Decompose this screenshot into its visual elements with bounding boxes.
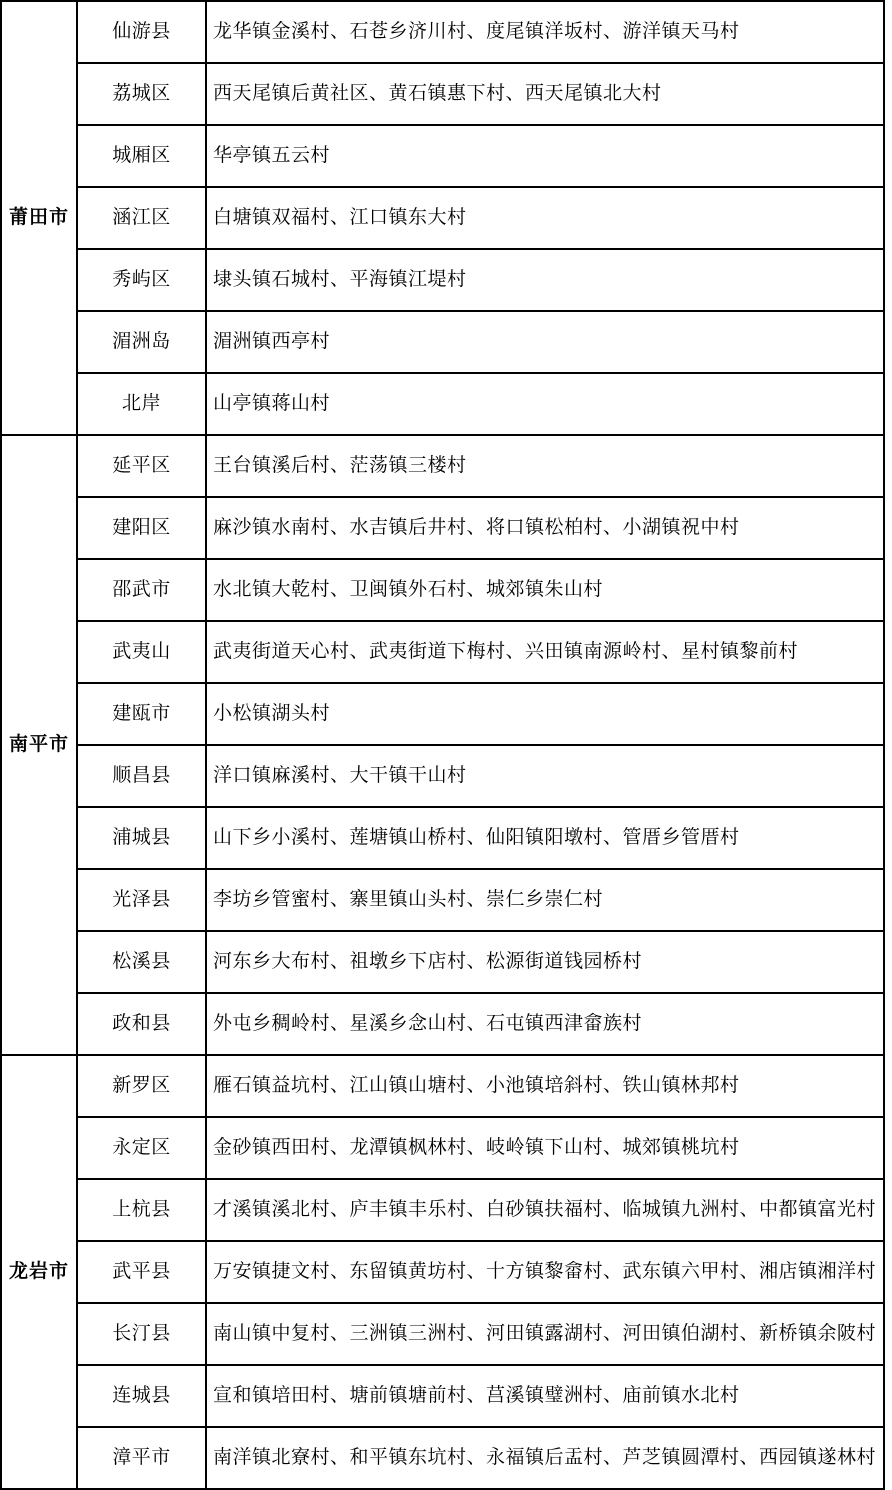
county-cell: 漳平市 bbox=[77, 1427, 206, 1489]
city-cell: 龙岩市 bbox=[1, 1055, 77, 1489]
table-row bbox=[1, 249, 884, 311]
table-row bbox=[1, 1365, 884, 1427]
table-row bbox=[1, 1117, 884, 1179]
county-cell: 光泽县 bbox=[77, 869, 206, 931]
county-cell: 秀屿区 bbox=[77, 249, 206, 311]
county-cell: 延平区 bbox=[77, 435, 206, 497]
villages-cell: 宣和镇培田村、塘前镇塘前村、莒溪镇璧洲村、庙前镇水北村 bbox=[206, 1365, 884, 1427]
table-row bbox=[1, 1241, 884, 1303]
county-cell: 武平县 bbox=[77, 1241, 206, 1303]
villages-cell: 金砂镇西田村、龙潭镇枫林村、岐岭镇下山村、城郊镇桃坑村 bbox=[206, 1117, 884, 1179]
table-row bbox=[1, 931, 884, 993]
table-row bbox=[1, 621, 884, 683]
villages-cell: 山下乡小溪村、莲塘镇山桥村、仙阳镇阳墩村、管厝乡管厝村 bbox=[206, 807, 884, 869]
county-cell: 政和县 bbox=[77, 993, 206, 1055]
county-cell: 武夷山 bbox=[77, 621, 206, 683]
county-cell: 北岸 bbox=[77, 373, 206, 435]
table-row bbox=[1, 373, 884, 435]
county-cell: 城厢区 bbox=[77, 125, 206, 187]
villages-cell: 河东乡大布村、祖墩乡下店村、松源街道钱园桥村 bbox=[206, 931, 884, 993]
villages-cell: 西天尾镇后黄社区、黄石镇惠下村、西天尾镇北大村 bbox=[206, 63, 884, 125]
villages-cell: 白塘镇双福村、江口镇东大村 bbox=[206, 187, 884, 249]
villages-cell: 华亭镇五云村 bbox=[206, 125, 884, 187]
county-cell: 长汀县 bbox=[77, 1303, 206, 1365]
county-cell: 松溪县 bbox=[77, 931, 206, 993]
villages-cell: 水北镇大乾村、卫闽镇外石村、城郊镇朱山村 bbox=[206, 559, 884, 621]
villages-cell: 才溪镇溪北村、庐丰镇丰乐村、白砂镇扶福村、临城镇九洲村、中都镇富光村 bbox=[206, 1179, 884, 1241]
table-row bbox=[1, 993, 884, 1055]
table-row bbox=[1, 869, 884, 931]
table-row bbox=[1, 1303, 884, 1365]
county-cell: 顺昌县 bbox=[77, 745, 206, 807]
villages-cell: 南山镇中复村、三洲镇三洲村、河田镇露湖村、河田镇伯湖村、新桥镇余陂村 bbox=[206, 1303, 884, 1365]
table-row bbox=[1, 1, 884, 63]
county-cell: 永定区 bbox=[77, 1117, 206, 1179]
table-row bbox=[1, 63, 884, 125]
table-row bbox=[1, 683, 884, 745]
city-cell: 南平市 bbox=[1, 435, 77, 1055]
villages-cell: 武夷街道天心村、武夷街道下梅村、兴田镇南源岭村、星村镇黎前村 bbox=[206, 621, 884, 683]
table-row bbox=[1, 497, 884, 559]
county-cell: 湄洲岛 bbox=[77, 311, 206, 373]
county-cell: 建瓯市 bbox=[77, 683, 206, 745]
table-row bbox=[1, 745, 884, 807]
villages-cell: 南洋镇北寮村、和平镇东坑村、永福镇后盂村、芦芝镇圆潭村、西园镇遂林村 bbox=[206, 1427, 884, 1489]
county-cell: 邵武市 bbox=[77, 559, 206, 621]
county-cell: 连城县 bbox=[77, 1365, 206, 1427]
county-cell: 上杭县 bbox=[77, 1179, 206, 1241]
city-cell: 莆田市 bbox=[1, 1, 77, 435]
table-row bbox=[1, 559, 884, 621]
table-row bbox=[1, 807, 884, 869]
table-row bbox=[1, 1055, 884, 1117]
county-cell: 荔城区 bbox=[77, 63, 206, 125]
table-row bbox=[1, 187, 884, 249]
villages-cell: 埭头镇石城村、平海镇江堤村 bbox=[206, 249, 884, 311]
villages-cell: 山亭镇蒋山村 bbox=[206, 373, 884, 435]
villages-cell: 王台镇溪后村、茫荡镇三楼村 bbox=[206, 435, 884, 497]
villages-cell: 龙华镇金溪村、石苍乡济川村、度尾镇洋坂村、游洋镇天马村 bbox=[206, 1, 884, 63]
county-cell: 新罗区 bbox=[77, 1055, 206, 1117]
villages-cell: 小松镇湖头村 bbox=[206, 683, 884, 745]
villages-cell: 外屯乡稠岭村、星溪乡念山村、石屯镇西津畲族村 bbox=[206, 993, 884, 1055]
county-cell: 建阳区 bbox=[77, 497, 206, 559]
table-row bbox=[1, 435, 884, 497]
county-cell: 浦城县 bbox=[77, 807, 206, 869]
table-row bbox=[1, 1427, 884, 1489]
table-row bbox=[1, 125, 884, 187]
villages-cell: 李坊乡管蜜村、寨里镇山头村、崇仁乡崇仁村 bbox=[206, 869, 884, 931]
table-row bbox=[1, 1179, 884, 1241]
county-cell: 仙游县 bbox=[77, 1, 206, 63]
villages-cell: 万安镇捷文村、东留镇黄坊村、十方镇黎畲村、武东镇六甲村、湘店镇湘洋村 bbox=[206, 1241, 884, 1303]
villages-cell: 湄洲镇西亭村 bbox=[206, 311, 884, 373]
county-cell: 涵江区 bbox=[77, 187, 206, 249]
table-row bbox=[1, 311, 884, 373]
villages-cell: 麻沙镇水南村、水吉镇后井村、将口镇松柏村、小湖镇祝中村 bbox=[206, 497, 884, 559]
villages-cell: 洋口镇麻溪村、大干镇干山村 bbox=[206, 745, 884, 807]
villages-cell: 雁石镇益坑村、江山镇山塘村、小池镇培斜村、铁山镇林邦村 bbox=[206, 1055, 884, 1117]
